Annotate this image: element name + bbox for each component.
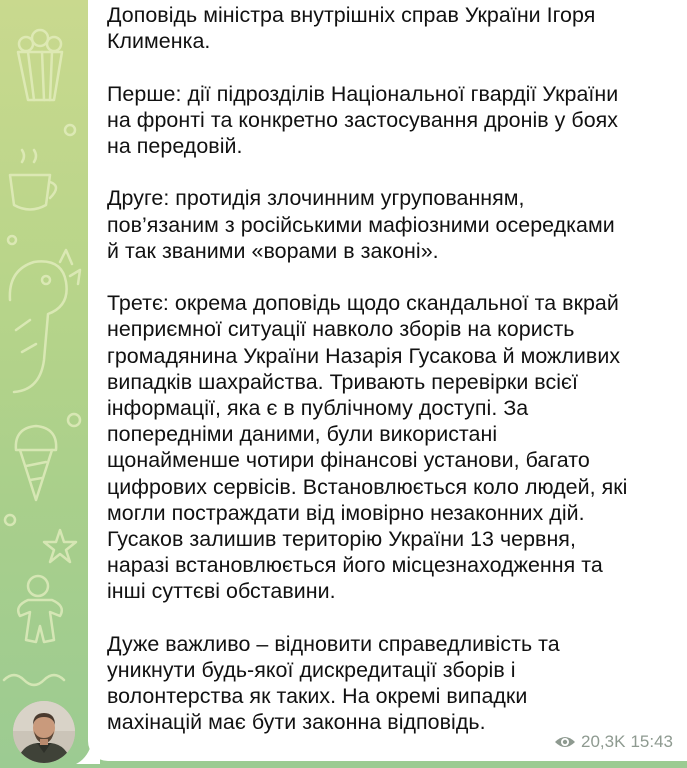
avatar-image: [13, 701, 75, 763]
message-paragraph-2: Перше: дії підрозділів Національної гвардії України на фронті та конкретно застосування дронів у боях на передовій.: [107, 81, 619, 158]
channel-avatar[interactable]: [13, 701, 75, 763]
message-paragraph-1: Доповідь міністра внутрішніх справ України Ігоря Клименка.: [107, 3, 596, 54]
views-count: 20,3K: [581, 732, 626, 751]
wallpaper-doodles: [0, 0, 88, 768]
bubble-tail: [76, 742, 100, 764]
eye-icon: [554, 734, 576, 750]
message-meta: [554, 730, 673, 754]
message-time: 15:43: [630, 732, 673, 751]
message-text: [107, 2, 677, 736]
message-paragraph-5: Дуже важливо – відновити справедливість та уникнути будь-якої дискредитації зборів і волонтерства як таких. На окремі випадки махінацій має бути законна відповідь.: [107, 631, 560, 735]
message-paragraph-3: Друге: протидія злочинним угрупованням, пов’язаним з російськими мафіозними осередками й так званими «ворами в законі».: [107, 186, 615, 263]
message-paragraph-4: Третє: окрема доповідь щодо скандальної та вкрай неприємної ситуації навколо зборів на користь громадянина України Назарія Гусакова й можливих випадків шахрайства. Тривають перевірки всієї інформації, яка є в публічному доступі. За попередніми даними, були використані щонайменше чотири фінансові установи, багато цифрових сервісів. Встановлюється коло людей, які могли постраждати від імовірно незаконних дій. Гусаков залишив територію України 13 червня, наразі встановлюється його місцезнаходження та інші суттєві обставини.: [107, 291, 628, 604]
